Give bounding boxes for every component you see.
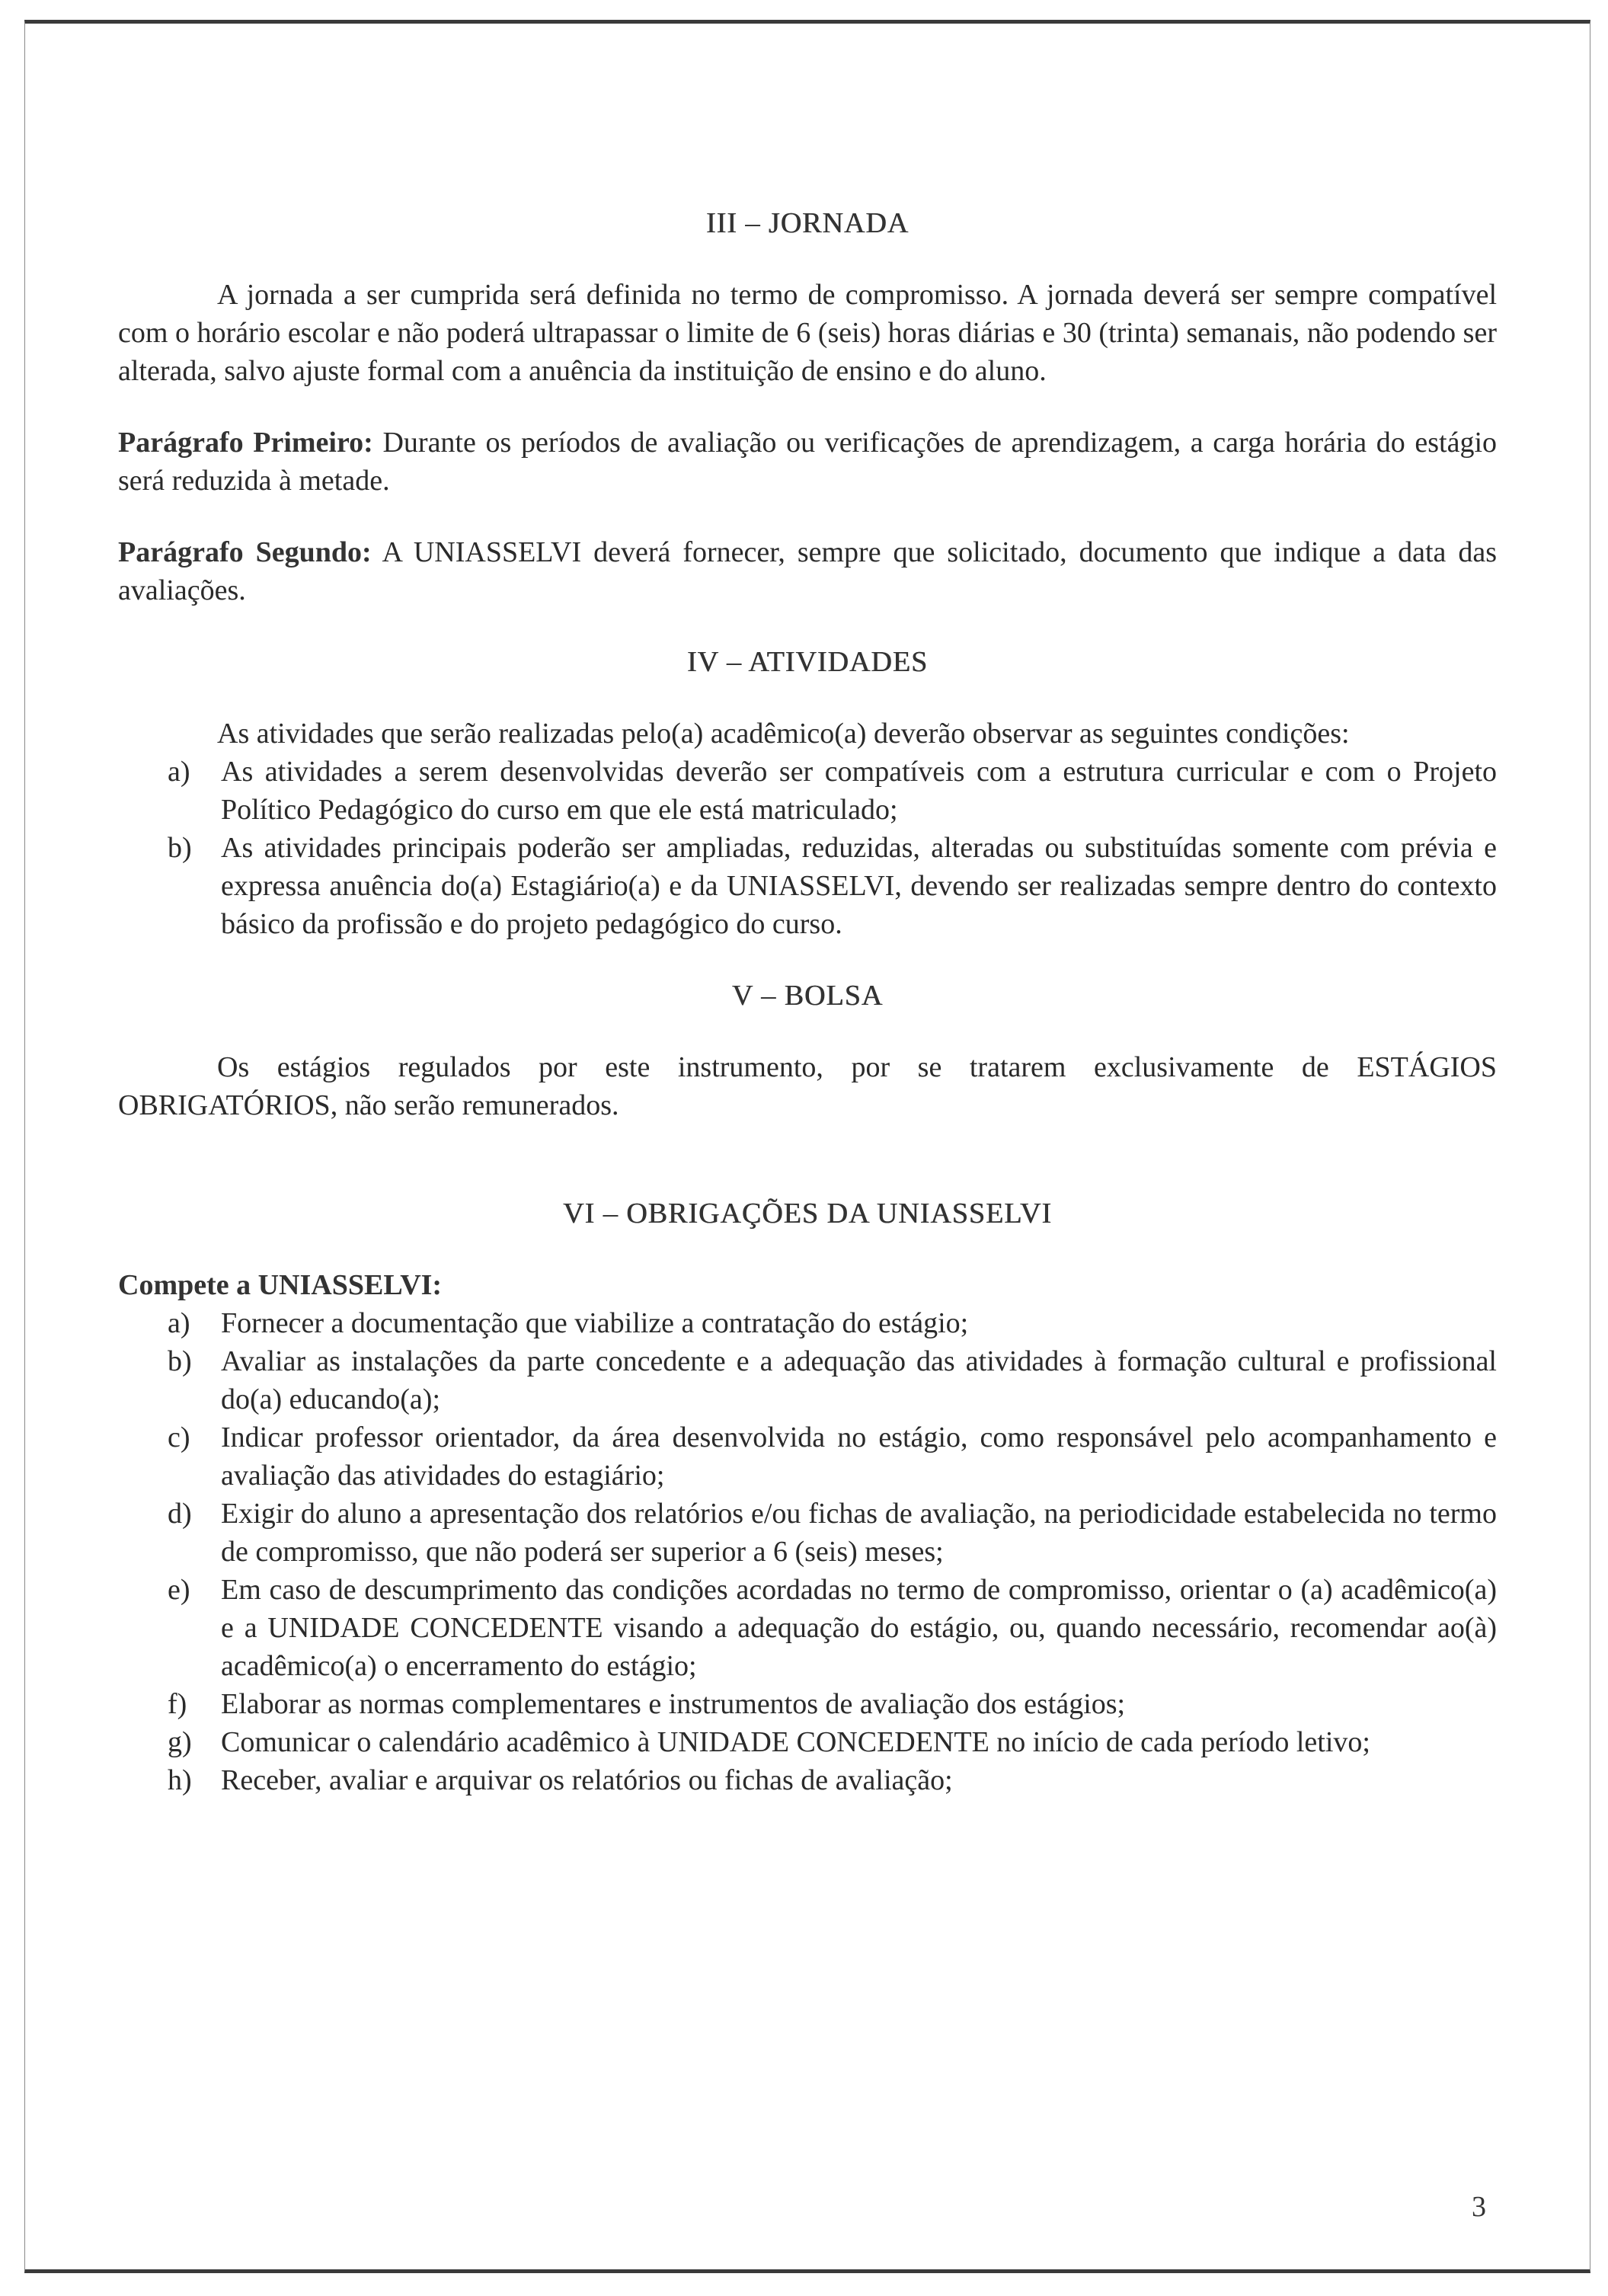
list-item-text: As atividades a serem desenvolvidas deverão ser compatíveis com a estrutura curricular e com o Projeto Político Pedagógico do curso em que ele está matriculado; <box>221 756 1497 826</box>
list-item-text: Exigir do aluno a apresentação dos relatórios e/ou fichas de avaliação, na periodicidade estabelecida no termo de compromisso, que não poderá ser superior a 6 (seis) meses; <box>221 1498 1497 1568</box>
obrigacoes-lead: Compete a UNIASSELVI: <box>118 1269 443 1301</box>
atividades-intro: As atividades que serão realizadas pelo(a) acadêmico(a) deverão observar as seguintes condições: <box>217 718 1350 750</box>
list-item-label: e) <box>168 1574 190 1606</box>
list-item <box>118 829 1497 943</box>
document-body <box>118 204 1497 1799</box>
list-item-label: a) <box>168 756 190 788</box>
list-item <box>118 1761 1497 1799</box>
list-item-label: b) <box>168 832 192 864</box>
paragrafo-segundo <box>118 533 1497 609</box>
list-item-text: As atividades principais poderão ser ampliadas, reduzidas, alteradas ou substituídas somente com prévia e expressa anuência do(a) Estagiário(a) e da UNIASSELVI, devendo ser realizadas sempre dentro do contexto básico da profissão e do projeto pedagógico do curso. <box>221 832 1497 940</box>
list-item <box>118 1495 1497 1571</box>
list-item-label: c) <box>168 1421 190 1453</box>
paragrafo-primeiro <box>118 424 1497 500</box>
list-item-label: d) <box>168 1498 192 1530</box>
list-item-text: Receber, avaliar e arquivar os relatórios ou fichas de avaliação; <box>221 1764 953 1796</box>
list-item <box>118 1685 1497 1723</box>
list-item-label: g) <box>168 1726 192 1758</box>
list-item-text: Comunicar o calendário acadêmico à UNIDADE CONCEDENTE no início de cada período letivo; <box>221 1726 1370 1758</box>
section-obrigacoes <box>118 1194 1497 1799</box>
paragrafo-segundo-label: Parágrafo Segundo: <box>118 536 372 568</box>
section-title-jornada: III – JORNADA <box>705 207 909 239</box>
list-item-text: Em caso de descumprimento das condições acordadas no termo de compromisso, orientar o (a) acadêmico(a) e a UNIDADE CONCEDENTE visando a adequação do estágio, ou, quando necessário, recomendar ao(à) acadêmico(a) o encerramento do estágio; <box>221 1574 1497 1682</box>
section-title-atividades: IV – ATIVIDADES <box>686 646 929 678</box>
jornada-body: A jornada a ser cumprida será definida no termo de compromisso. A jornada deverá ser sempre compatível com o horário escolar e não poderá ultrapassar o limite de 6 (seis) horas diárias e 30 (trinta) semanais, não podendo ser alterada, salvo ajuste formal com a anuência da instituição de ensino e do aluno. <box>118 279 1497 387</box>
list-item <box>118 1304 1497 1342</box>
list-item <box>118 1571 1497 1685</box>
list-item <box>118 1723 1497 1761</box>
list-item-text: Avaliar as instalações da parte concedente e a adequação das atividades à formação cultural e profissional do(a) educando(a); <box>221 1345 1497 1415</box>
page-number: 3 <box>1472 2191 1486 2223</box>
section-title-obrigacoes: VI – OBRIGAÇÕES DA UNIASSELVI <box>563 1198 1052 1230</box>
paragrafo-primeiro-text: Durante os períodos de avaliação ou verificações de aprendizagem, a carga horária do estágio será reduzida à metade. <box>118 427 1498 497</box>
list-item-label: a) <box>168 1307 190 1339</box>
list-item <box>118 753 1497 829</box>
list-item-label: b) <box>168 1345 192 1377</box>
section-bolsa <box>118 977 1497 1124</box>
paragrafo-primeiro-label: Parágrafo Primeiro: <box>118 427 373 459</box>
obrigacoes-list <box>118 1304 1497 1799</box>
bolsa-body: Os estágios regulados por este instrumento, por se tratarem exclusivamente de ESTÁGIOS OBRIGATÓRIOS, não serão remunerados. <box>118 1051 1497 1121</box>
list-item <box>118 1342 1497 1418</box>
list-item-text: Fornecer a documentação que viabilize a contratação do estágio; <box>221 1307 969 1339</box>
section-title-bolsa: V – BOLSA <box>731 980 884 1012</box>
list-item-label: f) <box>168 1688 187 1720</box>
paragrafo-segundo-text: A UNIASSELVI deverá fornecer, sempre que solicitado, documento que indique a data das avaliações. <box>118 536 1498 606</box>
list-item-label: h) <box>168 1764 192 1796</box>
list-item-text: Elaborar as normas complementares e instrumentos de avaliação dos estágios; <box>221 1688 1126 1720</box>
list-item <box>118 1418 1497 1495</box>
list-item-text: Indicar professor orientador, da área desenvolvida no estágio, como responsável pelo acompanhamento e avaliação das atividades do estagiário; <box>221 1421 1497 1492</box>
atividades-list <box>118 753 1497 943</box>
section-atividades <box>118 643 1497 943</box>
section-jornada <box>118 204 1497 609</box>
